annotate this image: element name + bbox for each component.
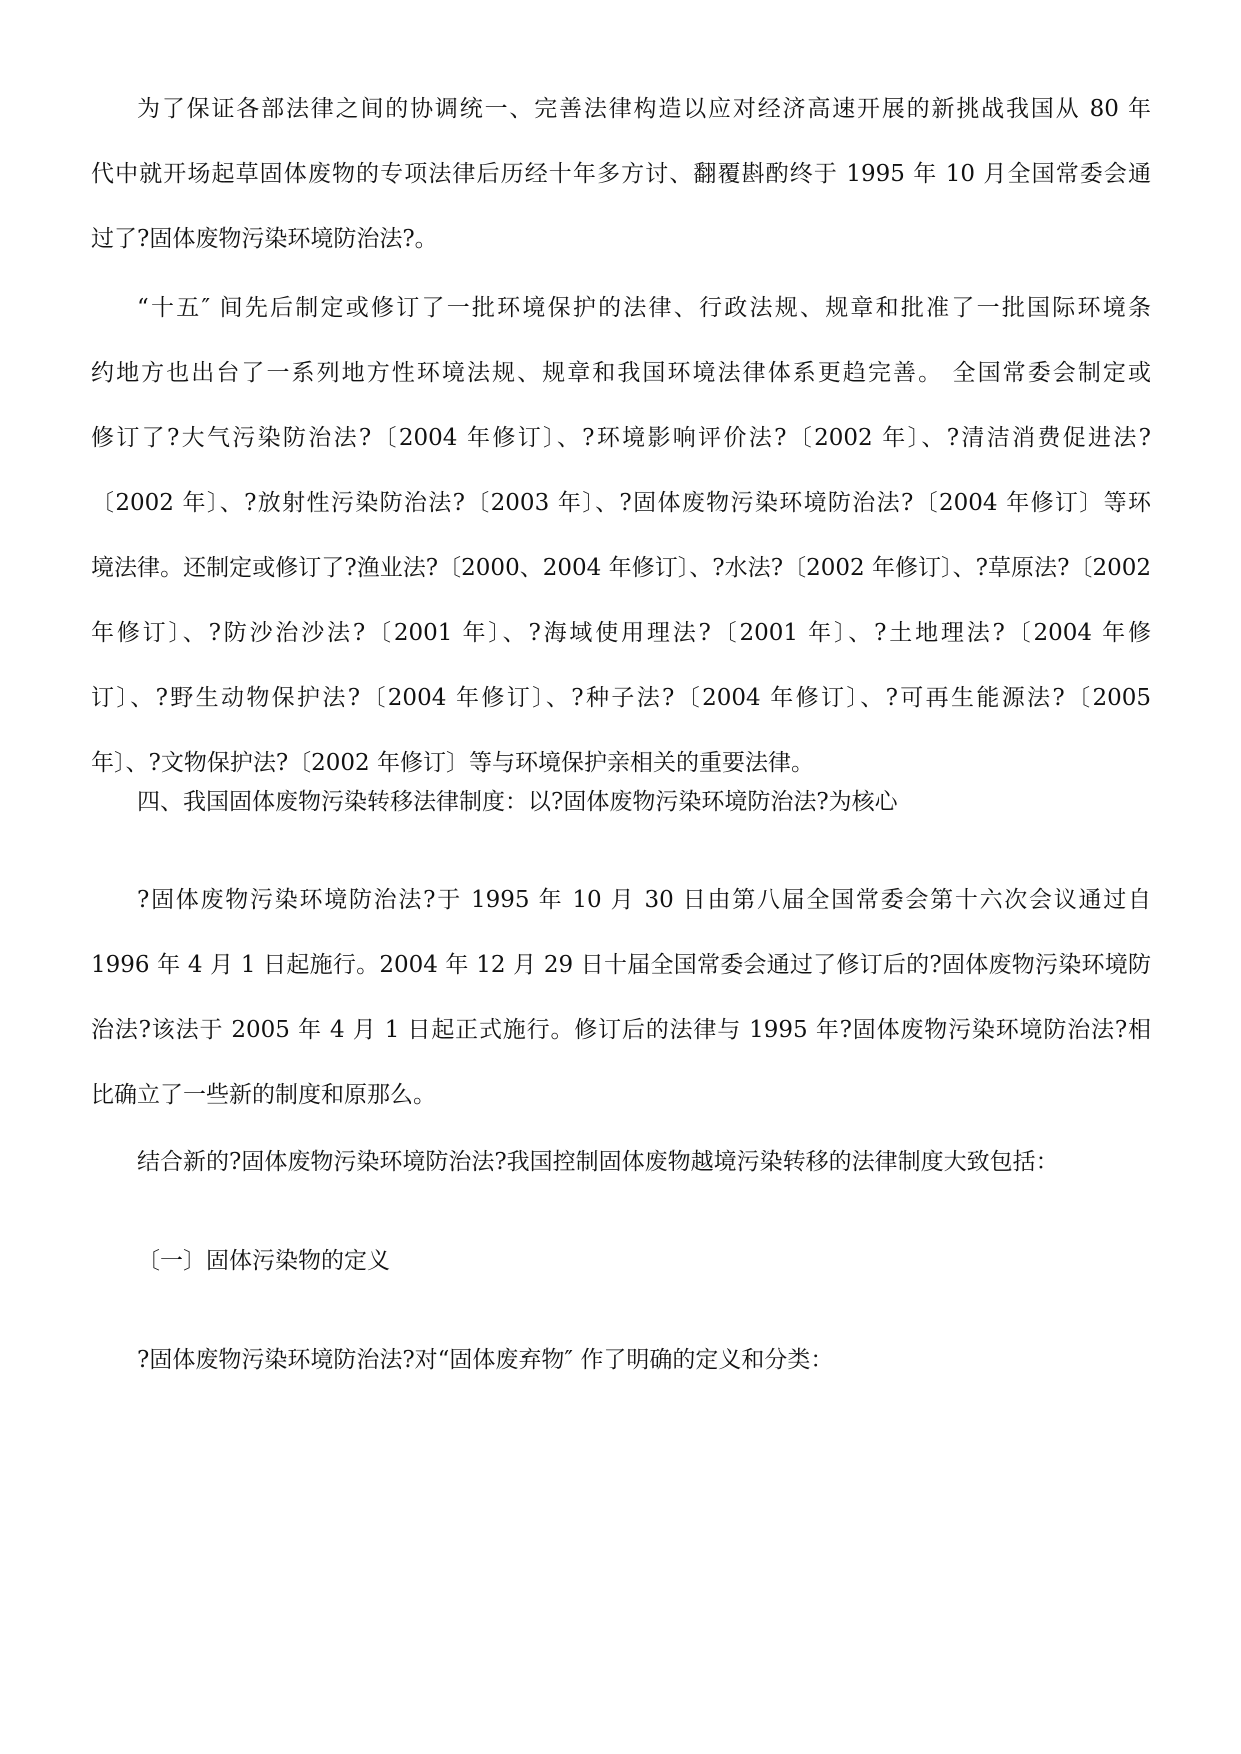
text-line: 修订了?大气污染防治法?〔2004 年修订〕、?环境影响评价法?〔2002 年〕、?清洁消费促进法? (91, 425, 1151, 451)
subsection-heading (91, 1229, 1151, 1294)
paragraph-1 (91, 77, 1151, 272)
text-line: 比确立了一些新的制度和原那么。 (91, 1082, 436, 1108)
text-line: 治法?该法于 2005 年 4 月 1 日起正式施行。修订后的法律与 1995 年?固体废物污染环境防治法?相 (91, 1017, 1151, 1043)
text-line: 约地方也出台了一系列地方性环境法规、规章和我国环境法律体系更趋完善。 全国常委会制定或 (91, 360, 1151, 386)
text-line: 〔一〕固体污染物的定义 (137, 1248, 390, 1274)
text-line: 境法律。还制定或修订了?渔业法?〔2000、2004 年修订〕、?水法?〔2002 年修订〕、?草原法?〔2002 (91, 555, 1151, 581)
text-line: 代中就开场起草固体废物的专项法律后历经十年多方讨、翻覆斟酌终于 1995 年 10 月全国常委会通 (91, 161, 1151, 187)
text-line: 结合新的?固体废物污染环境防治法?我国控制固体废物越境污染转移的法律制度大致包括： (137, 1149, 1059, 1175)
text-line: “十五″ 间先后制定或修订了一批环境保护的法律、行政法规、规章和批准了一批国际环境条 (137, 295, 1151, 321)
text-line: 过了?固体废物污染环境防治法?。 (91, 226, 438, 252)
paragraph-5 (91, 1130, 1151, 1195)
paragraph-7 (91, 1328, 1151, 1393)
text-line: ?固体废物污染环境防治法?于 1995 年 10 月 30 日由第八届全国常委会第十六次会议通过自 (137, 887, 1151, 913)
text-line: 年〕、?文物保护法?〔2002 年修订〕等与环境保护亲相关的重要法律。 (91, 750, 815, 776)
paragraph-2 (91, 276, 1151, 796)
text-line: 年修订〕、?防沙治沙法?〔2001 年〕、?海域使用理法?〔2001 年〕、?土地理法?〔2004 年修 (91, 620, 1151, 646)
text-line: 为了保证各部法律之间的协调统一、完善法律构造以应对经济高速开展的新挑战我国从 80 年 (137, 96, 1151, 122)
text-line: 订〕、?野生动物保护法?〔2004 年修订〕、?种子法?〔2004 年修订〕、?可再生能源法?〔2005 (91, 685, 1151, 711)
text-line: 〔2002 年〕、?放射性污染防治法?〔2003 年〕、?固体废物污染环境防治法?〔2004 年修订〕等环 (91, 490, 1151, 516)
section-heading (91, 770, 1151, 835)
text-line: 四、我国固体废物污染转移法律制度：以?固体废物污染环境防治法?为核心 (137, 789, 898, 815)
text-line: 1996 年 4 月 1 日起施行。2004 年 12 月 29 日十届全国常委会通过了修订后的?固体废物污染环境防 (91, 952, 1151, 978)
paragraph-4 (91, 868, 1151, 1128)
text-line: ?固体废物污染环境防治法?对“固体废弃物″ 作了明确的定义和分类： (137, 1347, 834, 1373)
